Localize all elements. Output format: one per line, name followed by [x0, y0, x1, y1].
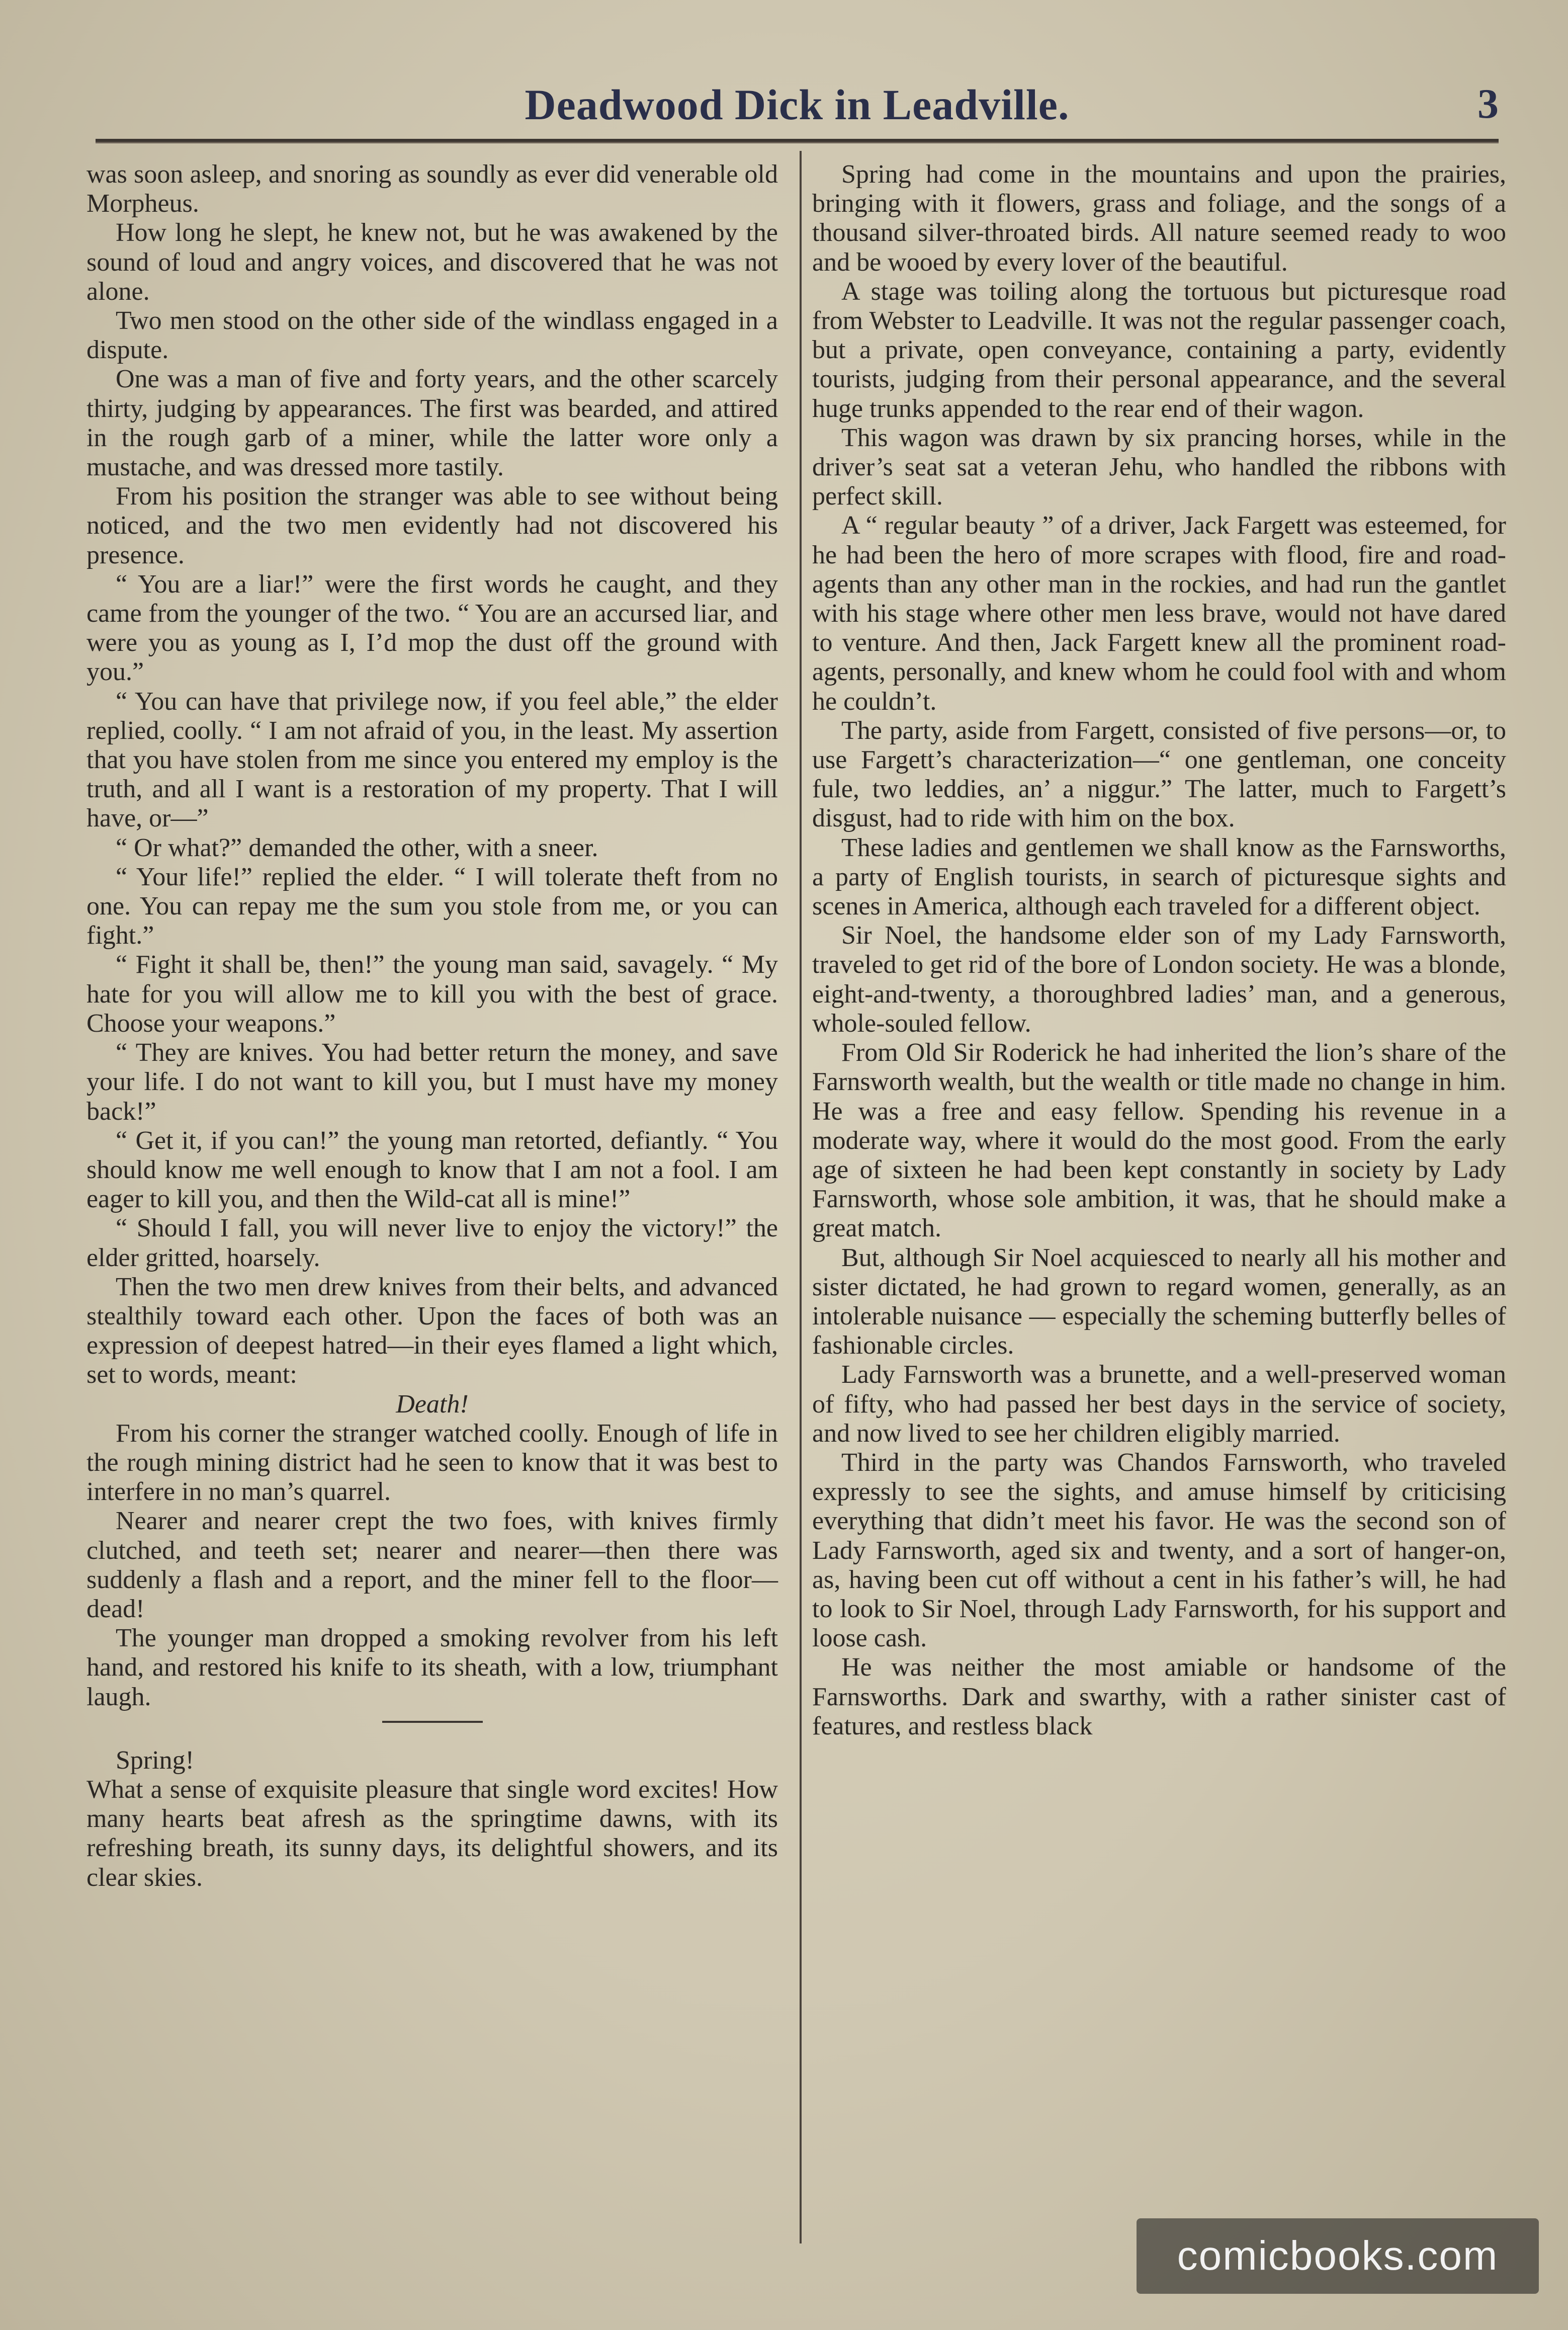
- paragraph: “ You are a liar!” were the first words he caught, and they came from the younger of the two. “ You are an accursed liar, and were you as young as I, I’d mop the dust off the ground with you.”: [86, 569, 778, 687]
- paragraph: What a sense of exquisite pleasure that single word excites! How many hearts beat afresh as the springtime dawns, with its refreshing breath, its sunny days, its delightful showers, and its clear skies.: [86, 1775, 778, 1892]
- paragraph: Nearer and nearer crept the two foes, with knives firmly clutched, and teeth set; nearer and nearer—then there was suddenly a flash and a report, and the miner fell to the floor—dead!: [86, 1507, 778, 1623]
- paragraph: A “ regular beauty ” of a driver, Jack Fargett was esteemed, for he had been the hero of more scrapes with flood, fire and road-agents than any other man in the rockies, and had run the gantlet with his stage where other men less brave, would not have dared to venture. And then, Jack Fargett knew all the prominent road-agents, personally, and knew whom he could fool with and whom he couldn’t.: [812, 511, 1506, 716]
- page-header: [96, 60, 1499, 136]
- paragraph: Two men stood on the other side of the windlass engaged in a dispute.: [86, 306, 778, 365]
- running-title: Deadwood Dick in Leadville.: [525, 80, 1070, 129]
- paragraph: From his corner the stranger watched coolly. Enough of life in the rough mining district had he seen to know that it was best to interfere in no man’s quarrel.: [86, 1419, 778, 1507]
- paragraph: The party, aside from Fargett, consisted of five persons—or, to use Fargett’s characterization—“ one gentleman, one conceity fule, two leddies, an’ a niggur.” The latter, much to Fargett’s disgust, had to ride with him on the box.: [812, 716, 1506, 833]
- paragraph: was soon asleep, and snoring as soundly as ever did venerable old Morpheus.: [86, 160, 778, 218]
- paragraph: Third in the party was Chandos Farnsworth, who traveled expressly to see the sights, and amuse himself by criticising everything that didn’t meet his favor. He was the second son of Lady Farnsworth, aged six and twenty, and a sort of hanger-on, as, having been cut off without a cent in his father’s will, he had to look to Sir Noel, through Lady Farnsworth, for his support and loose cash.: [812, 1448, 1506, 1653]
- paragraph: He was neither the most amiable or handsome of the Farnsworths. Dark and swarthy, with a rather sinister cast of features, and restless black: [812, 1653, 1506, 1740]
- column-divider: [800, 151, 802, 2243]
- paragraph: Spring had come in the mountains and upon the prairies, bringing with it flowers, grass and foliage, and the songs of a thousand silver-throated birds. All nature seemed ready to woo and be wooed by every lover of the beautiful.: [812, 160, 1506, 277]
- paragraph: These ladies and gentlemen we shall know as the Farnsworths, a party of English tourists, in search of picturesque sights and scenes in America, although each traveled for a different object.: [812, 833, 1506, 921]
- paragraph: A stage was toiling along the tortuous but picturesque road from Webster to Leadville. It was not the regular passenger coach, but a private, open conveyance, containing a party, evidently tourists, judging from their personal appearance, and the several huge trunks appended to the rear end of their wagon.: [812, 277, 1506, 423]
- left-column: [86, 160, 778, 1892]
- section-rule: [382, 1721, 483, 1723]
- paragraph: The younger man dropped a smoking revolver from his left hand, and restored his knife to its sheath, with a low, triumphant laugh.: [86, 1624, 778, 1711]
- watermark: comicbooks.com: [1137, 2218, 1539, 2294]
- paragraph: “ Or what?” demanded the other, with a sneer.: [116, 833, 598, 862]
- paragraph: “ Should I fall, you will never live to enjoy the victory!” the elder gritted, hoarsely.: [86, 1214, 778, 1272]
- paragraph: Sir Noel, the handsome elder son of my Lady Farnsworth, traveled to get rid of the bore of London society. He was a blonde, eight-and-twenty, a thoroughbred ladies’ man, and a generous, whole-souled fellow.: [812, 921, 1506, 1038]
- page-number: 3: [1477, 80, 1499, 127]
- paragraph: Then the two men drew knives from their belts, and advanced stealthily toward each other. Upon the faces of both was an expression of deepest hatred—in their eyes flamed a light which, set to words, meant:: [86, 1272, 778, 1389]
- paragraph: From Old Sir Roderick he had inherited the lion’s share of the Farnsworth wealth, but the wealth or title made no change in him. He was a free and easy fellow. Spending his revenue in a moderate way, where it would do the most good. From the early age of sixteen he had been kept constantly in society by Lady Farnsworth, whose sole ambition, it was, that he should make a great match.: [812, 1038, 1506, 1243]
- paragraph: How long he slept, he knew not, but he was awakened by the sound of loud and angry voices, and discovered that he was not alone.: [86, 218, 778, 306]
- death-word: Death!: [396, 1389, 469, 1419]
- paragraph: “ Your life!” replied the elder. “ I will tolerate theft from no one. You can repay me the sum you stole from me, or you can fight.”: [86, 862, 778, 950]
- paragraph: “ Get it, if you can!” the young man retorted, defiantly. “ You should know me well enough to know that I am not a fool. I am eager to kill you, and then the Wild-cat all is mine!”: [86, 1126, 778, 1214]
- right-column: [812, 160, 1506, 1741]
- paragraph: One was a man of five and forty years, and the other scarcely thirty, judging by appearances. The first was bearded, and attired in the rough garb of a miner, while the latter wore only a mustache, and was dressed more tastily.: [86, 365, 778, 482]
- section-heading: Spring!: [116, 1745, 194, 1775]
- paragraph: “ They are knives. You had better return the money, and save your life. I do not want to kill you, but I must have my money back!”: [86, 1038, 778, 1126]
- paragraph: Lady Farnsworth was a brunette, and a well-preserved woman of fifty, who had passed her best days in the service of society, and now lived to see her children eligibly married.: [812, 1360, 1506, 1448]
- header-rule: [96, 139, 1499, 143]
- paragraph: From his position the stranger was able to see without being noticed, and the two men evidently had not discovered his presence.: [86, 482, 778, 569]
- paragraph: But, although Sir Noel acquiesced to nearly all his mother and sister dictated, he had grown to regard women, generally, as an intolerable nuisance — especially the scheming butterfly belles of fashionable circles.: [812, 1243, 1506, 1360]
- paragraph: This wagon was drawn by six prancing horses, while in the driver’s seat sat a veteran Jehu, who handled the ribbons with perfect skill.: [812, 423, 1506, 511]
- paragraph: “ You can have that privilege now, if you feel able,” the elder replied, coolly. “ I am not afraid of you, in the least. My assertion that you have stolen from me since you entered my employ is the truth, and all I want is a restoration of my property. That I will have, or—”: [86, 687, 778, 833]
- paragraph: “ Fight it shall be, then!” the young man said, savagely. “ My hate for you will allow me to kill you with the best of grace. Choose your weapons.”: [86, 950, 778, 1038]
